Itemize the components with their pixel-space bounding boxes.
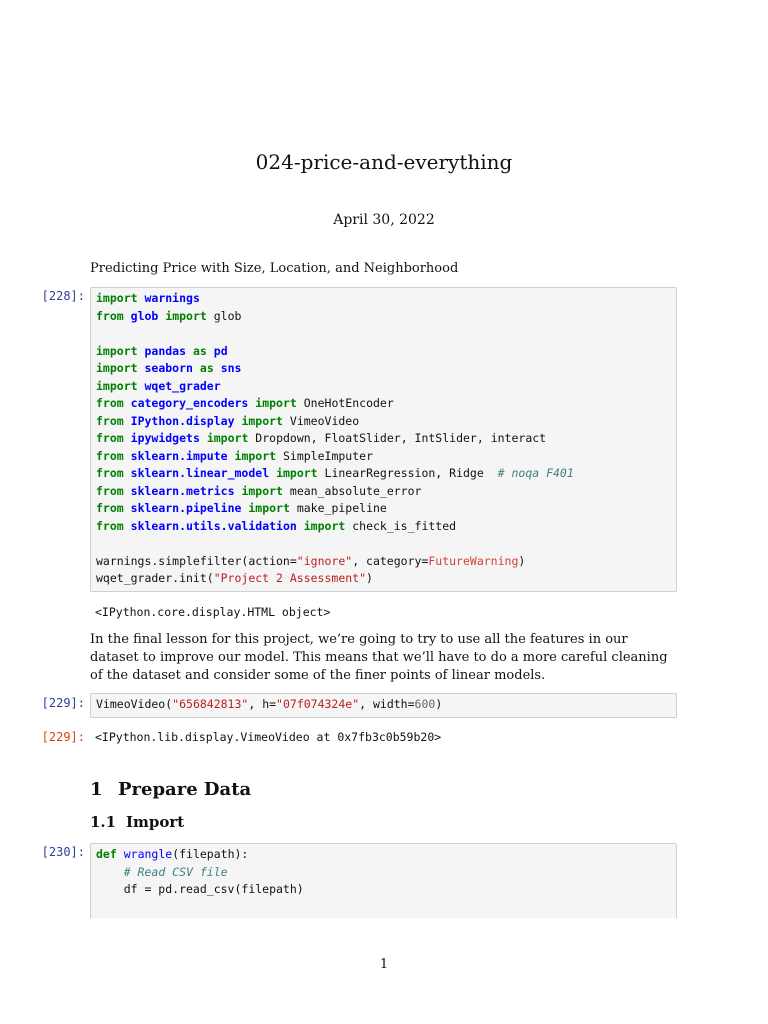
- section-number: 1: [90, 779, 103, 800]
- code-line: [96, 846, 671, 864]
- code-text: [124, 414, 131, 428]
- keyword-token: def: [96, 847, 117, 861]
- code-line: [96, 570, 671, 588]
- input-prompt-230: [230]:: [41, 845, 85, 859]
- module-name-token: sklearn.linear_model: [130, 466, 270, 480]
- code-text: [124, 466, 131, 480]
- code-text: VimeoVideo(: [96, 697, 173, 711]
- code-text: glob: [206, 308, 242, 323]
- keyword-token: from: [96, 431, 124, 445]
- keyword-token: import: [96, 291, 138, 305]
- code-text: VimeoVideo: [282, 413, 360, 428]
- keyword-token: as: [199, 361, 214, 375]
- code-text: ): [366, 571, 373, 585]
- code-text: wqet_grader.init(: [96, 571, 214, 585]
- keyword-token: import: [165, 308, 207, 323]
- exception-name-token: FutureWarning: [428, 553, 519, 568]
- code-line: [96, 413, 671, 431]
- code-line: [96, 500, 671, 518]
- code-text: warnings.simplefilter(action=: [96, 553, 297, 568]
- keyword-token: from: [96, 483, 124, 498]
- input-prompt-229: [229]:: [41, 696, 85, 710]
- code-text: make_pipeline: [289, 501, 387, 515]
- string-token: "656842813": [172, 697, 249, 711]
- code-line: [96, 308, 671, 326]
- code-text: [124, 484, 131, 498]
- keyword-token: import: [206, 431, 249, 445]
- cell-output-228: <IPython.core.display.HTML object>: [95, 605, 331, 619]
- code-text: [200, 431, 207, 445]
- subsection-number: 1.1: [90, 813, 117, 831]
- module-name-token: pandas: [144, 343, 187, 358]
- keyword-token: import: [276, 466, 318, 480]
- keyword-token: as: [192, 343, 207, 358]
- comment-token: # noqa F401: [497, 466, 574, 480]
- code-text: , width=: [359, 697, 415, 711]
- keyword-token: import: [96, 343, 138, 358]
- keyword-token: from: [96, 466, 124, 480]
- lesson-text: In the final lesson for this project, we’re going to try to use all the features in our dataset to improve our model. This means that we’ll have to do a more careful cleaning of the dataset and consider some of the finer points of linear models.: [90, 632, 668, 683]
- code-text: [124, 501, 131, 515]
- keyword-token: import: [234, 448, 277, 463]
- code-line: [96, 535, 671, 553]
- module-name-token: sklearn.impute: [130, 448, 228, 463]
- cell-output-229: <IPython.lib.display.VimeoVideo at 0x7fb3c0b59b20>: [95, 730, 442, 744]
- code-text: SimpleImputer: [276, 448, 373, 463]
- code-line: [96, 395, 671, 413]
- code-text: LinearRegression, Ridge: [317, 466, 498, 480]
- code-text: check_is_fitted: [345, 518, 457, 533]
- code-text: mean_absolute_error: [282, 483, 422, 498]
- module-name-token: sklearn.utils.validation: [130, 518, 297, 533]
- keyword-token: import: [303, 518, 346, 533]
- keyword-token: import: [96, 378, 138, 393]
- code-text: [186, 344, 193, 358]
- page-number: 1: [379, 957, 389, 972]
- code-text: [228, 449, 235, 463]
- code-text: [124, 309, 131, 323]
- code-text: [96, 865, 124, 879]
- module-name-token: sns: [220, 361, 242, 375]
- module-name-token: ipywidgets: [130, 431, 200, 445]
- module-name-token: category_encoders: [130, 396, 249, 410]
- output-prompt-229: [229]:: [41, 730, 85, 744]
- code-text: (filepath):: [172, 847, 249, 861]
- string-token: "Project 2 Assessment": [213, 571, 367, 585]
- module-name-token: wqet_grader: [144, 378, 221, 393]
- module-name-token: warnings: [144, 291, 200, 305]
- module-name-token: pd: [213, 343, 228, 358]
- code-line: [96, 343, 671, 361]
- keyword-token: from: [96, 413, 124, 428]
- keyword-token: from: [96, 501, 124, 515]
- code-text: [124, 396, 131, 410]
- code-line: [96, 696, 671, 714]
- code-line: [96, 325, 671, 343]
- keyword-token: import: [241, 413, 283, 428]
- module-name-token: sklearn.pipeline: [130, 501, 242, 515]
- keyword-token: from: [96, 396, 124, 410]
- code-text: OneHotEncoder: [296, 396, 394, 410]
- code-line: [96, 483, 671, 501]
- code-text: df = pd.read_csv(filepath): [96, 882, 304, 896]
- keyword-token: from: [96, 518, 124, 533]
- code-line: [96, 465, 671, 483]
- code-line: [96, 881, 671, 899]
- code-text: [297, 519, 304, 533]
- document-date: April 30, 2022: [333, 212, 435, 228]
- keyword-token: import: [96, 361, 138, 375]
- code-line: [96, 430, 671, 448]
- keyword-token: import: [248, 501, 290, 515]
- section-title: Prepare Data: [118, 779, 252, 800]
- code-line: [96, 518, 671, 536]
- subsection-heading-import: [90, 813, 184, 831]
- code-text: ): [518, 553, 526, 568]
- document-title: 024-price-and-everything: [255, 150, 513, 174]
- module-name-token: seaborn: [144, 361, 193, 375]
- module-name-token: sklearn.metrics: [130, 483, 235, 498]
- keyword-token: import: [255, 396, 297, 410]
- code-text: [124, 519, 131, 533]
- code-text: , category=: [352, 553, 429, 568]
- code-line: [96, 448, 671, 466]
- string-token: "07f074324e": [276, 697, 360, 711]
- code-line: [96, 290, 671, 308]
- code-line: [96, 360, 671, 378]
- subsection-title: Import: [126, 813, 185, 831]
- string-token: "ignore": [296, 553, 353, 568]
- code-cell-230[interactable]: [90, 843, 677, 918]
- code-line: [96, 864, 671, 882]
- module-name-token: IPython.display: [130, 413, 235, 428]
- function-name-token: wrangle: [123, 847, 173, 861]
- code-text: [214, 361, 221, 375]
- keyword-token: import: [241, 483, 283, 498]
- code-text: [207, 344, 214, 358]
- code-line: [96, 378, 671, 396]
- code-text: [117, 847, 124, 861]
- code-text: [124, 449, 131, 463]
- number-token: 600: [414, 697, 436, 711]
- intro-text: Predicting Price with Size, Location, and Neighborhood: [90, 261, 459, 276]
- code-text: [124, 431, 131, 445]
- input-prompt-228: [228]:: [41, 289, 85, 303]
- keyword-token: from: [96, 448, 124, 463]
- section-heading-prepare-data: [90, 779, 251, 800]
- code-text: , h=: [248, 697, 277, 711]
- code-text: ): [435, 697, 443, 711]
- keyword-token: from: [96, 308, 124, 323]
- code-cell-229[interactable]: [90, 693, 677, 718]
- comment-token: # Read CSV file: [123, 864, 228, 879]
- code-text: [193, 361, 200, 375]
- code-text: Dropdown, FloatSlider, IntSlider, interact: [248, 431, 547, 445]
- code-line: [96, 553, 671, 571]
- module-name-token: glob: [130, 308, 159, 323]
- code-cell-228[interactable]: [90, 287, 677, 592]
